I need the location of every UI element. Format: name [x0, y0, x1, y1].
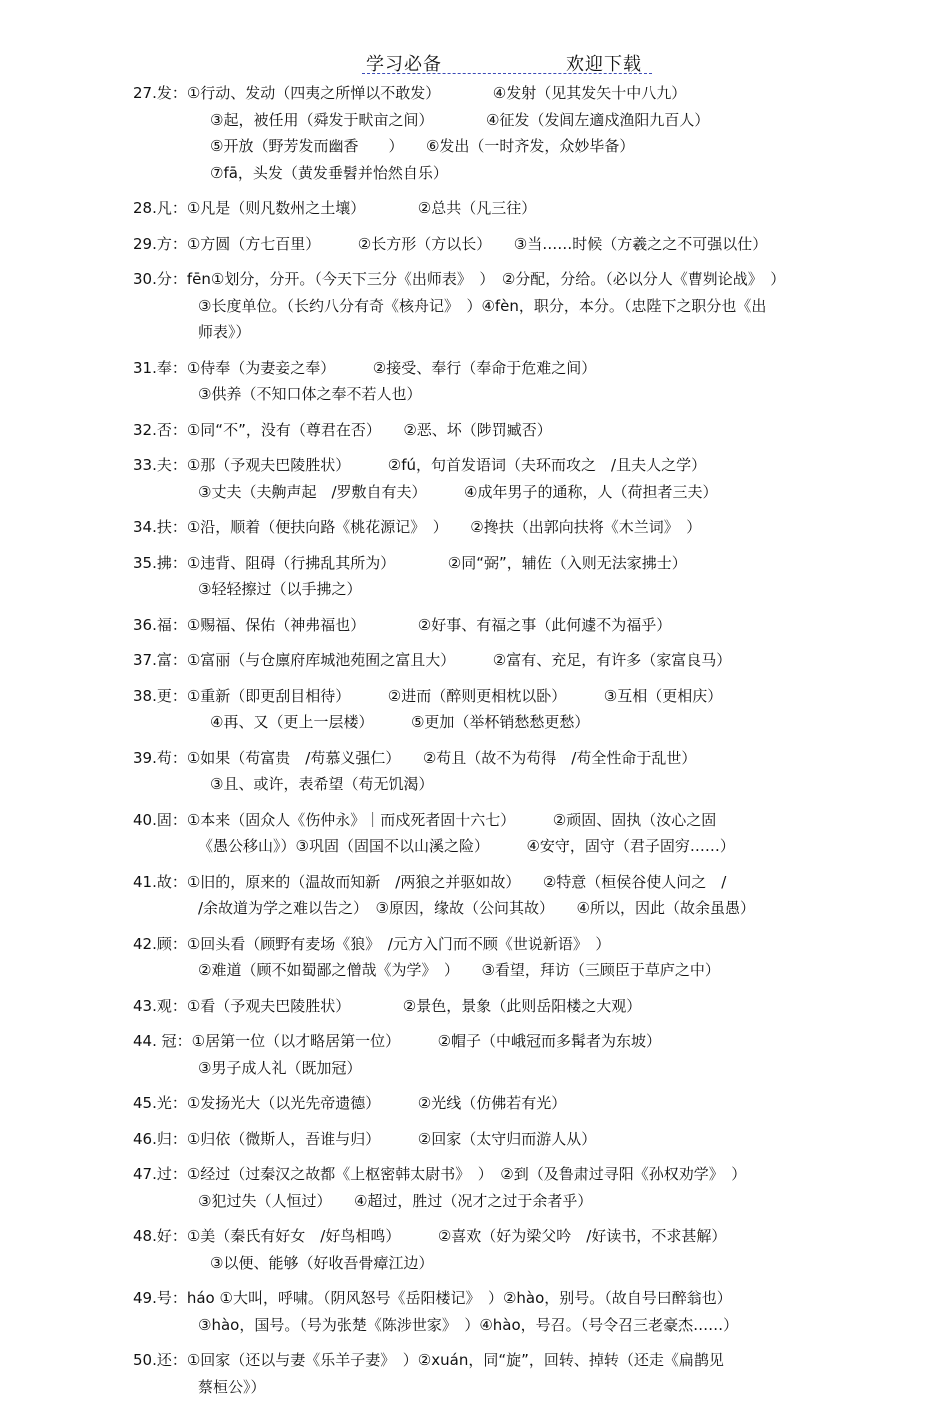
vocab-entry [0, 1161, 950, 1214]
entry-continuation-line: ③轻轻擦过（以手拂之） [198, 580, 362, 598]
entry-continuation-line: ③起，被任用（舜发于畎亩之间） ④征发（发闾左適戍渔阳九百人） [210, 110, 710, 129]
vocab-entry [0, 1347, 950, 1400]
entry-headline: 35.拂：①违背、阻碍（行拂乱其所为） ②同“弼”，辅佐（入则无法家拂士） [133, 553, 687, 572]
entry-continuation-line: ③且、或许，表希望（苟无饥渴） [210, 775, 434, 793]
entry-headline: 39.苟：①如果（苟富贵 /苟慕义强仁） ②苟且（故不为苟得 /苟全性命于乱世） [133, 748, 697, 767]
vocab-entry [0, 80, 950, 186]
entry-continuation-line: 师表》） [198, 323, 251, 341]
vocab-entry [0, 931, 950, 984]
vocab-entry [0, 266, 950, 346]
vocab-entry [0, 1028, 950, 1081]
entry-headline: 31.奉：①侍奉（为妻妾之奉） ②接受、奉行（奉命于危难之间） [133, 358, 597, 377]
vocab-entry [0, 807, 950, 860]
entry-continuation-line: ③以便、能够（好收吾骨瘴江边） [210, 1253, 434, 1272]
vocab-entry [0, 231, 950, 258]
entry-continuation-line: 蔡桓公》） [198, 1377, 266, 1396]
entry-headline: 27.发：①行动、发动（四夷之所惮以不敢发） ④发射（见其发矢十中八九） [133, 84, 687, 102]
entry-headline: 50.还：①回家（还以与妻《乐羊子妻》 ）②xuán，同“旋”，回转、掉转（还走《扁鹊见 [133, 1351, 724, 1369]
entry-headline: 36.福：①赐福、保佑（神弗福也） ②好事、有福之事（此何遽不为福乎） [133, 615, 672, 634]
vocab-entry [0, 1090, 950, 1117]
entry-headline: 44. 冠：①居第一位（以才略居第一位） ②帽子（中峨冠而多髯者为东坡） [133, 1032, 662, 1050]
entry-continuation-line: ③长度单位。（长约八分有奇《核舟记》 ）④fèn，职分，本分。（忠陛下之职分也《出 [198, 296, 767, 315]
entry-headline: 37.富：①富丽（与仓廪府库城池苑囿之富且大） ②富有、充足，有许多（家富良马） [133, 651, 732, 669]
entry-continuation-line: 《愚公移山》）③巩固（固国不以山溪之险） ④安守，固守（君子固穷……） [198, 837, 735, 855]
entry-headline: 40.固：①本来（固众人《伤仲永》｜而戍死者固十六七） ②顽固、固执（汝心之固 [133, 810, 717, 829]
header-right-text: 欢迎下载 [566, 54, 642, 75]
word-list [0, 80, 950, 1409]
entry-continuation-line: ③犯过失（人恒过） ④超过，胜过（况才之过于余者乎） [198, 1191, 593, 1210]
entry-continuation-line: ②难道（顾不如蜀鄙之僧哉《为学》 ） ③看望，拜访（三顾臣于草庐之中） [198, 961, 720, 979]
vocab-entry [0, 683, 950, 736]
entry-headline: 33.夫：①那（予观夫巴陵胜状） ②fú，句首发语词（夫环而攻之 /且夫人之学） [133, 456, 707, 474]
entry-headline: 34.扶：①沿，顺着（便扶向路《桃花源记》 ） ②搀扶（出郭向扶将《木兰词》 ） [133, 518, 702, 536]
entry-continuation-line: ③供养（不知口体之奉不若人也） [198, 385, 422, 403]
vocab-entry [0, 550, 950, 603]
entry-headline: 47.过：①经过（过秦汉之故都《上枢密韩太尉书》 ） ②到（及鲁肃过寻阳《孙权劝学》 ） [133, 1165, 747, 1183]
vocab-entry [0, 612, 950, 639]
entry-headline: 43.观：①看（予观夫巴陵胜状） ②景色，景象（此则岳阳楼之大观） [133, 996, 642, 1015]
entry-continuation-line: ③丈夫（夫齁声起 /罗敷自有夫） ④成年男子的通称，人（荷担者三夫） [198, 482, 718, 501]
entry-headline: 45.光：①发扬光大（以光先帝遗德） ②光线（仿佛若有光） [133, 1094, 567, 1112]
entry-headline: 38.更：①重新（即更刮目相待） ②进而（醉则更相枕以卧） ③互相（更相庆） [133, 686, 723, 705]
header-dashed-underline [362, 73, 652, 74]
vocab-entry [0, 1223, 950, 1276]
entry-headline: 48.好：①美（秦氏有好女 /好鸟相鸣） ②喜欢（好为梁父吟 /好读书，不求甚解） [133, 1227, 727, 1245]
entry-headline: 28.凡：①凡是（则凡数州之土壤） ②总共（凡三往） [133, 199, 537, 217]
vocab-entry [0, 355, 950, 408]
vocab-entry [0, 514, 950, 541]
vocab-entry [0, 452, 950, 505]
vocab-entry [0, 417, 950, 444]
entry-headline: 30.分：fēn①划分，分开。（今天下三分《出师表》 ） ②分配，分给。（必以分人《曹刿论战》 ） [133, 270, 786, 288]
entry-headline: 41.故：①旧的，原来的（温故而知新 /两狼之并驱如故） ②特意（桓侯谷使人问之 / [133, 872, 727, 891]
page-header [0, 46, 950, 76]
entry-headline: 42.顾：①回头看（顾野有麦场《狼》 /元方入门而不顾《世说新语》 ） [133, 934, 611, 953]
vocab-entry [0, 745, 950, 798]
entry-headline: 49.号：háo ①大叫，呼啸。（阴风怒号《岳阳楼记》 ）②hào，别号。（故自号曰醉翁也） [133, 1289, 732, 1307]
vocab-entry [0, 993, 950, 1020]
vocab-entry [0, 195, 950, 222]
entry-continuation-line: ③男子成人礼（既加冠） [198, 1058, 362, 1077]
vocab-entry [0, 1126, 950, 1153]
entry-headline: 46.归：①归依（微斯人，吾谁与归） ②回家（太守归而游人从） [133, 1129, 597, 1148]
vocab-entry [0, 869, 950, 922]
entry-headline: 29.方：①方圆（方七百里） ②长方形（方以长） ③当……时候（方羲之之不可强以仕） [133, 234, 768, 253]
entry-continuation-line: ④再、又（更上一层楼） ⑤更加（举杯销愁愁更愁） [210, 713, 590, 731]
entry-continuation-line: /余故道为学之难以告之） ③原因，缘故（公问其故） ④所以，因此（故余虽愚） [198, 899, 755, 917]
vocab-entry [0, 647, 950, 674]
vocab-entry [0, 1285, 950, 1338]
entry-headline: 32.否：①同“不”，没有（尊君在否） ②恶、坏（陟罚臧否） [133, 420, 552, 439]
entry-continuation-line: ⑦fā，头发（黄发垂髫并怡然自乐） [210, 163, 448, 182]
entry-continuation-line: ⑤开放（野芳发而幽香 ） ⑥发出（一时齐发，众妙毕备） [210, 137, 635, 155]
header-left-text: 学习必备 [366, 54, 442, 75]
entry-continuation-line: ③hào，国号。（号为张楚《陈涉世家》 ）④hào，号召。（号令召三老豪杰……） [198, 1315, 739, 1334]
